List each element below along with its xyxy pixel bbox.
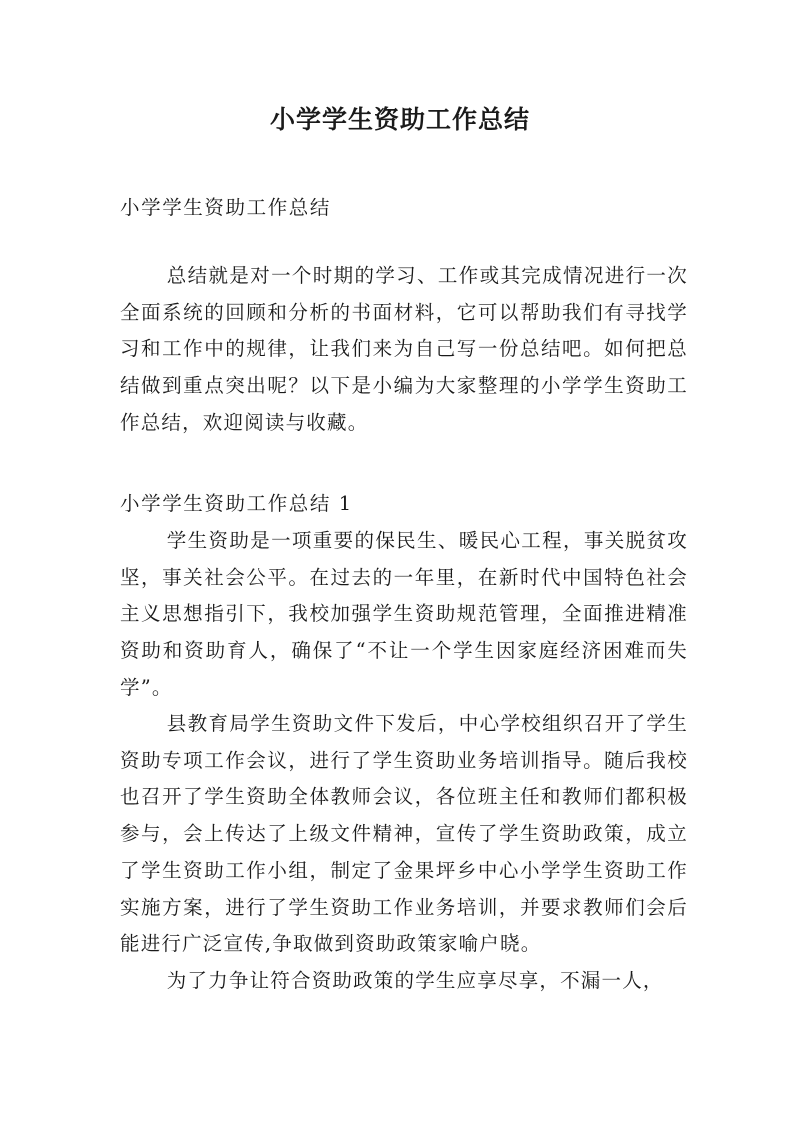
body-paragraph: 学生资助是一项重要的保民生、暖民心工程，事关脱贫攻坚，事关社会公平。在过去的一年里，在新时代中国特色社会主义思想指引下，我校加强学生资助规范管理，全面推进精准资助和资助育人，确保了“不让一个学生因家庭经济困难而失学”。 <box>120 529 688 699</box>
body-paragraph: 为了力争让符合资助政策的学生应享尽享，不漏一人， <box>166 969 664 992</box>
document-subtitle: 小学学生资助工作总结 <box>120 196 332 219</box>
intro-paragraph: 总结就是对一个时期的学习、工作或其完成情况进行一次全面系统的回顾和分析的书面材料，它可以帮助我们有寻找学习和工作中的规律，让我们来为自己写一份总结吧。如何把总结做到重点突出呢？以下是小编为大家整理的小学学生资助工作总结，欢迎阅读与收藏。 <box>120 264 688 434</box>
section-heading: 小学学生资助工作总结 1 <box>120 492 353 515</box>
document-title: 小学学生资助工作总结 <box>269 105 530 134</box>
body-paragraph: 县教育局学生资助文件下发后，中心学校组织召开了学生资助专项工作会议，进行了学生资助业务培训指导。随后我校也召开了学生资助全体教师会议，各位班主任和教师们都积极参与，会上传达了上级文件精神，宣传了学生资助政策，成立了学生资助工作小组，制定了金果坪乡中心小学学生资助工作实施方案，进行了学生资助工作业务培训，并要求教师们会后能进行广泛宣传,争取做到资助政策家喻户晓。 <box>120 712 688 956</box>
